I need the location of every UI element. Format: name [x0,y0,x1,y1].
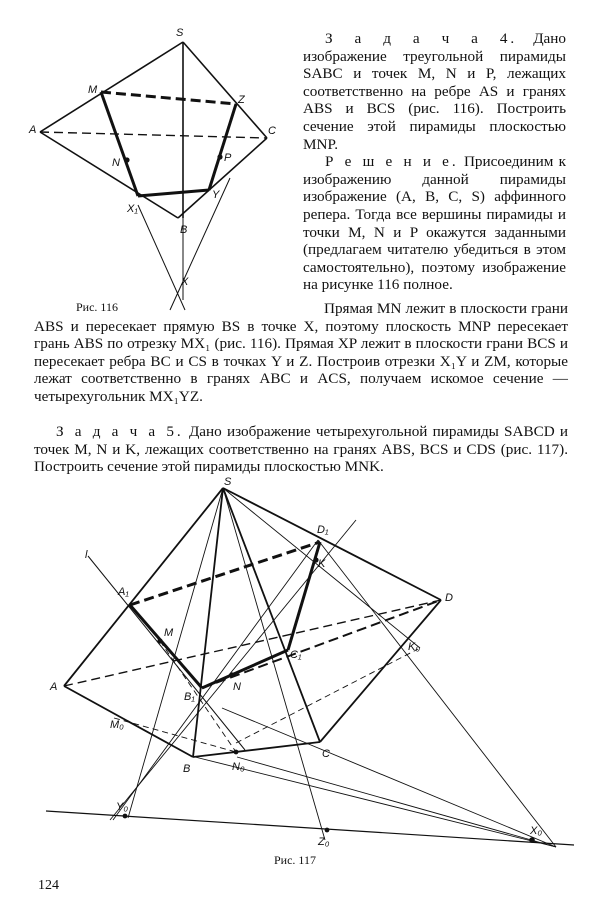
label-A: A [29,124,37,136]
task5-statement: Дано изображение четырехугольной пирамиды SABCD и точек M, N и K, лежащих соответственно на гранях ABS, BCS и CDS (рис. 117). Построить сечение этой пирамиды плоскостью MNK. [34,423,569,476]
task4-continuation: Прямая MN лежит в плоскости грани ABS и пересекает прямую BS в точке X, поэтому плоскость MNP пересекает грань ABS по отрезку MX₁ (рис. 116). Прямая XP лежит в плоскости грани BCS и пересекает ребра BC и CS в точках Y и Z. Построив отрезки X₁Y и ZM, которые лежат соответственно в гранях ABC и ACS, получаем искомое сечение — четырехугольник MX₁YZ. [34,300,568,405]
label-X0: X₀ [530,825,542,837]
label-Y0: Y₀ [116,801,128,813]
label-D1: D₁ [317,524,329,536]
label-l: l [85,549,88,561]
label-P: P [224,152,232,164]
label-Z0: Z₀ [318,836,330,848]
label-A1: A₁ [118,586,129,598]
label-M0: M₀ [110,719,124,731]
label-Z: Z [238,94,245,106]
label-C-117: C [322,748,330,760]
figure-117-caption: Рис. 117 [274,853,316,867]
label-K0: K₀ [408,641,420,653]
label-N: N [112,157,120,169]
label-S: S [176,27,184,39]
label-D: D [445,592,453,604]
task5-heading: З а д а ч а 5. [56,423,184,440]
label-K: K [318,558,326,570]
label-B-117: B [183,763,191,775]
task4-statement: Дано изображение треугольной пирамиды SABC и точек M, N и P, лежащих соответственно на ребре AS и гранях ABS и BCS (рис. 116). Построить сечение этой пирамиды плоскостью MNP. [303,30,567,153]
label-S-117: S [224,476,232,488]
label-B: B [180,224,188,236]
task4-solution-heading: Р е ш е н и е. [325,153,459,171]
figure-116-caption: Рис. 116 [76,300,118,314]
label-N-117: N [233,681,241,693]
label-X1: X₁ [127,203,138,215]
page-number: 124 [38,878,59,893]
task4-solution: Присоединим к изображению данной пирамиды изображение (A, B, C, S) аффинного репера. Тогда все вершины пирамиды и точки M, N и P окажутся заданными (предлагаем читателю убедиться в этом самостоятельно), поэтому изображение на рисунке 116 полное. [303,153,567,294]
label-M-117: M [164,627,174,639]
label-C1: C₁ [290,649,302,661]
label-N0: N₀ [232,761,245,773]
label-C: C [268,125,276,137]
label-Y: Y [212,189,220,201]
task4-heading: З а д а ч а 4. [325,30,518,47]
label-M: M [88,84,98,96]
label-A-117: A [50,681,58,693]
label-B1: B₁ [184,691,195,703]
label-X: X [181,276,189,288]
